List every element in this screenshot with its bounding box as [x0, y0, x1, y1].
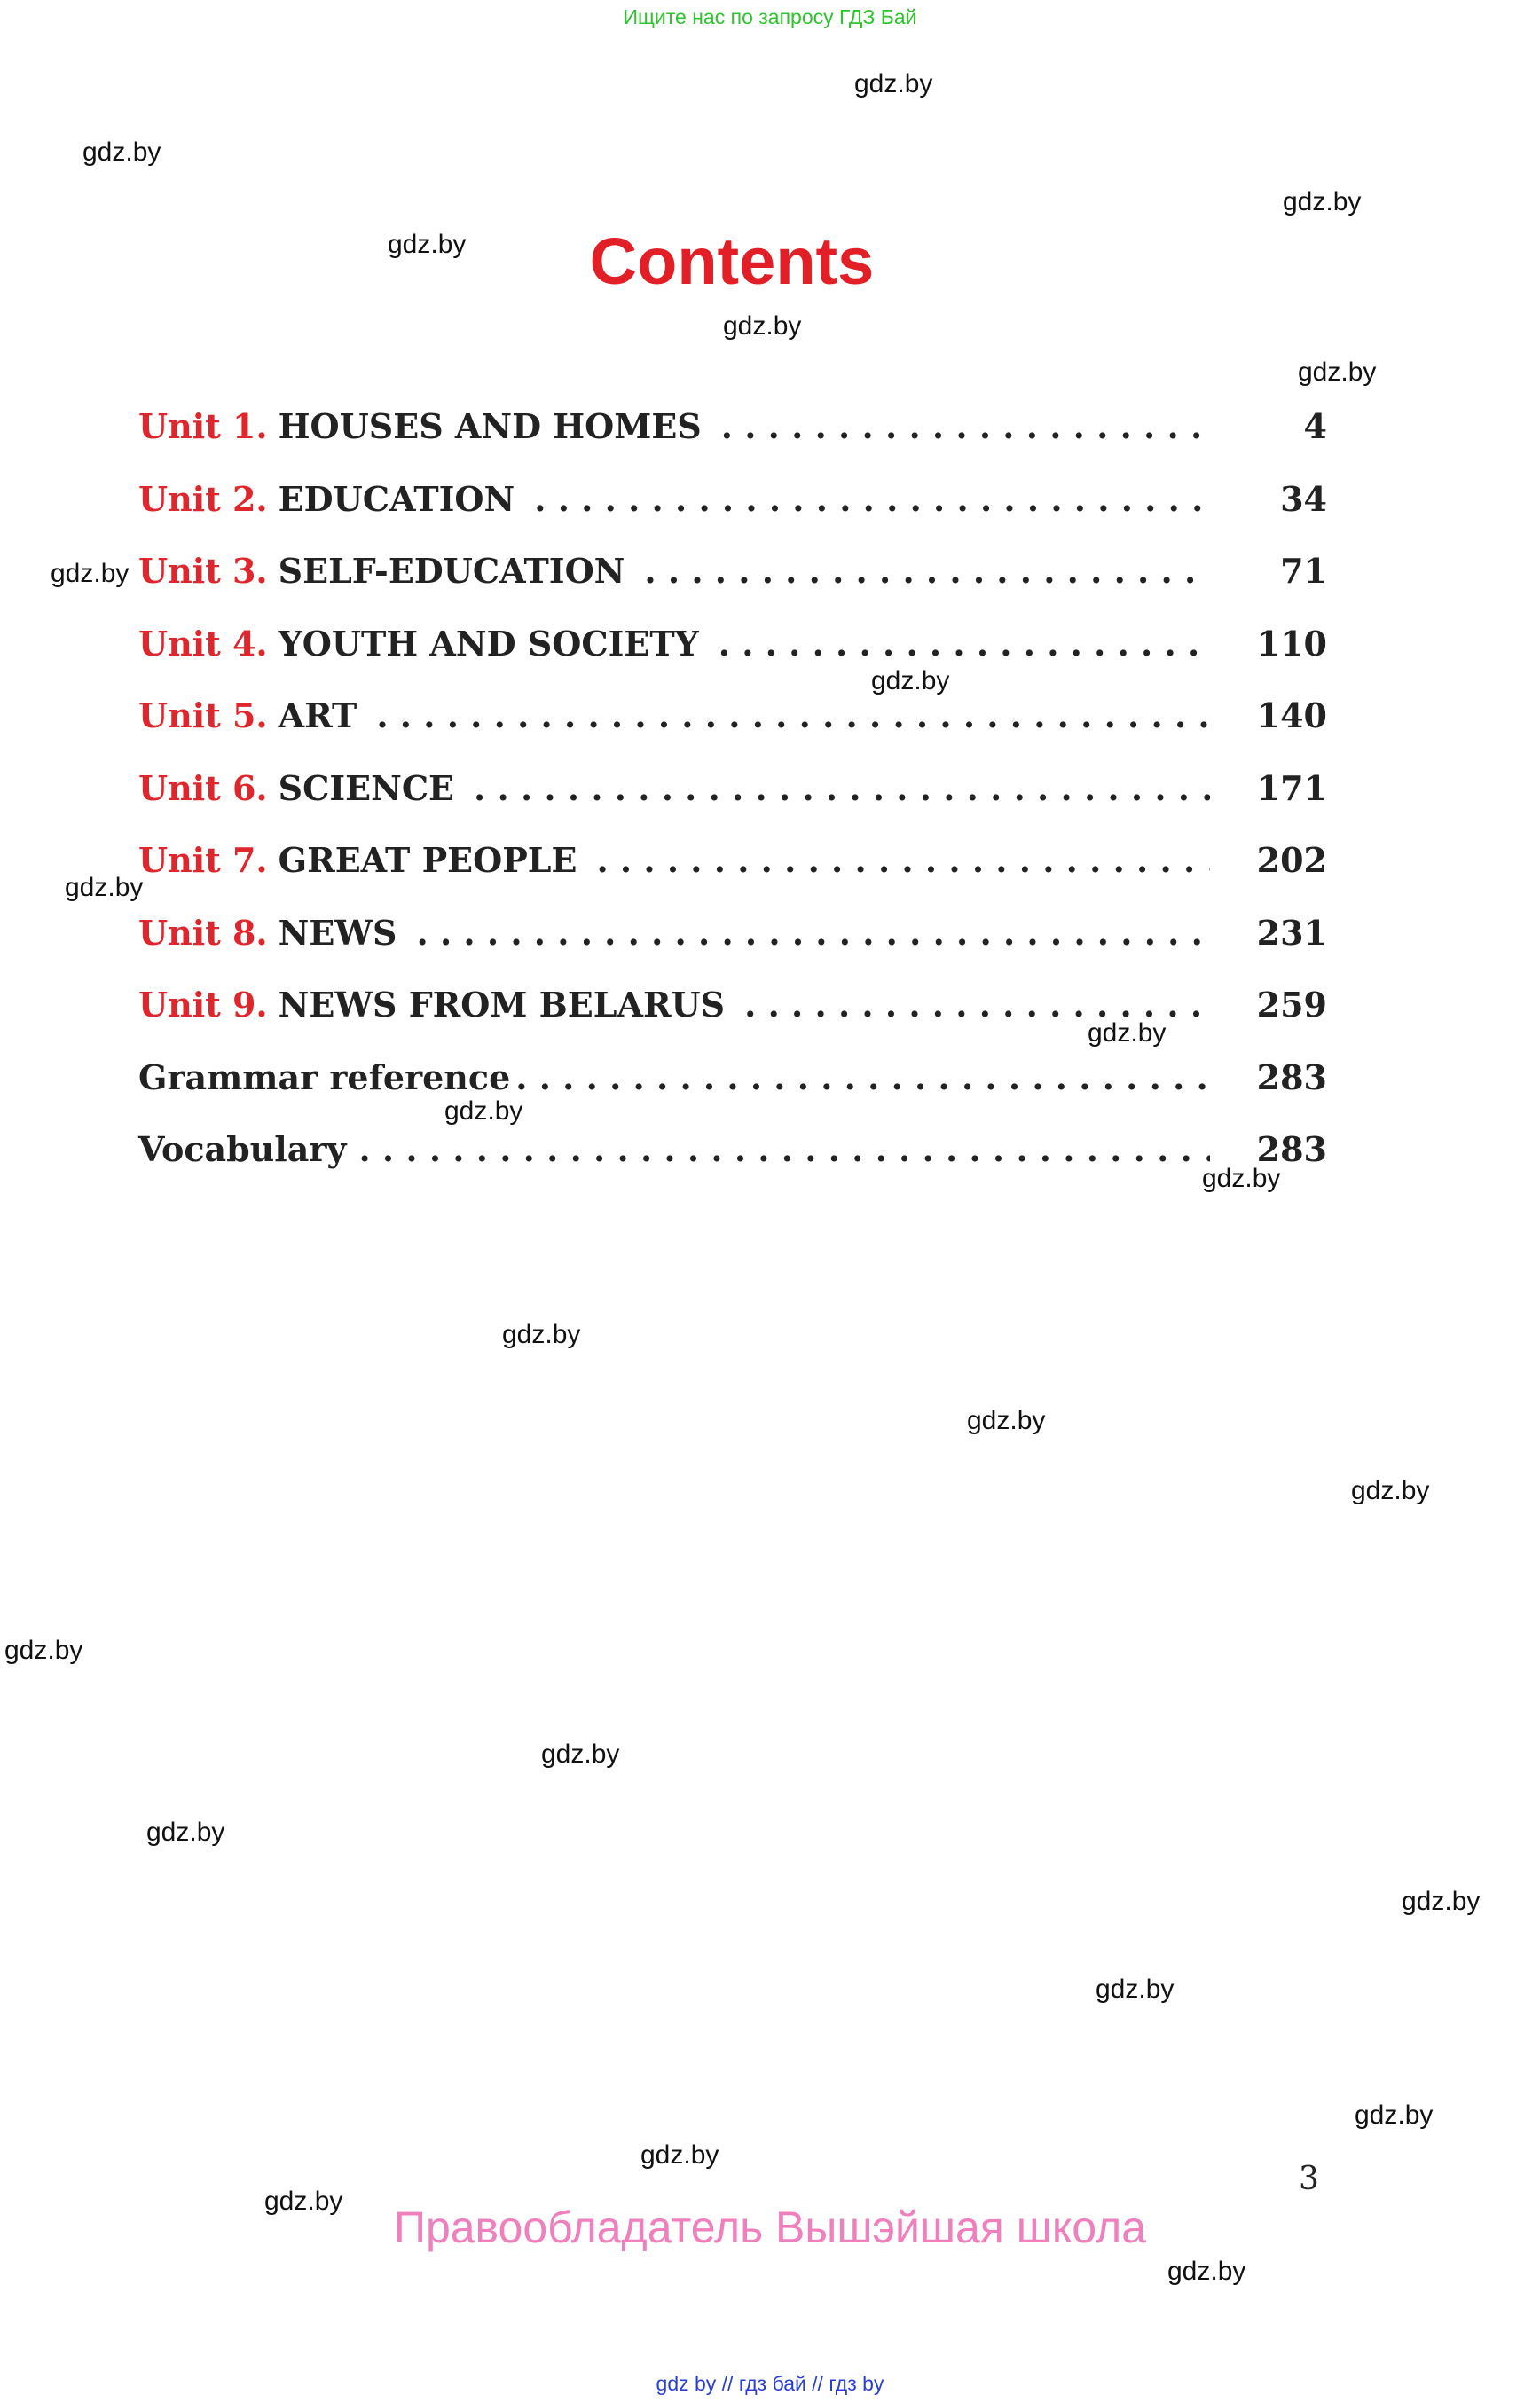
unit-number: Unit 8.	[138, 912, 268, 953]
unit-number: Unit 6.	[138, 767, 268, 808]
page-ref: 140	[1256, 695, 1327, 736]
watermark: gdz.by	[967, 1406, 1046, 1435]
copyright-notice: Правообладатель Вышэйшая школа	[394, 2203, 1146, 2252]
toc-row[interactable]	[138, 535, 1327, 608]
page-ref: 283	[1256, 1129, 1327, 1170]
toc-row[interactable]	[138, 1113, 1327, 1186]
toc-entry-title	[138, 479, 515, 519]
watermark: gdz.by	[1167, 2257, 1246, 2286]
footer-links[interactable]: gdz by // гдз бай // гдз by	[656, 2372, 884, 2395]
toc-entry-title	[138, 406, 702, 446]
watermark: gdz.by	[146, 1818, 225, 1847]
page-number: 3	[1299, 2161, 1319, 2197]
toc-row[interactable]	[138, 752, 1327, 825]
toc-row[interactable]	[138, 463, 1327, 536]
unit-title: NEWS FROM BELARUS	[278, 985, 726, 1025]
unit-title: HOUSES AND HOMES	[278, 406, 702, 447]
dot-leader	[721, 406, 1210, 446]
unit-number: Unit 2.	[138, 478, 268, 519]
toc-entry-title	[138, 551, 625, 591]
page-title: Contents	[589, 224, 875, 298]
toc-entry-title	[138, 1057, 510, 1097]
dot-leader	[474, 768, 1210, 808]
dot-leader	[596, 840, 1210, 880]
section-title: Vocabulary	[138, 1129, 347, 1170]
toc-entry-title	[138, 768, 454, 808]
toc-entry-title	[138, 913, 397, 953]
table-of-contents	[138, 390, 1327, 1186]
watermark: gdz.by	[502, 1320, 581, 1349]
dot-leader	[376, 695, 1210, 735]
unit-title: NEWS	[278, 912, 397, 953]
unit-number: Unit 1.	[138, 406, 268, 447]
watermark: gdz.by	[65, 873, 144, 902]
unit-number: Unit 3.	[138, 551, 268, 592]
section-title: Grammar reference	[138, 1056, 511, 1097]
unit-title: SELF-EDUCATION	[278, 551, 625, 592]
watermark: gdz.by	[444, 1096, 523, 1126]
watermark: gdz.by	[4, 1636, 83, 1665]
dot-leader	[644, 551, 1210, 591]
watermark: gdz.by	[1283, 187, 1362, 216]
watermark: gdz.by	[854, 69, 933, 98]
toc-row[interactable]	[138, 1041, 1327, 1114]
unit-title: YOUTH AND SOCIETY	[278, 623, 699, 664]
watermark: gdz.by	[264, 2187, 343, 2216]
watermark: gdz.by	[1096, 1975, 1175, 2004]
dot-leader	[515, 1057, 1210, 1097]
watermark: gdz.by	[871, 666, 950, 695]
toc-entry-title	[138, 1129, 346, 1169]
watermark: gdz.by	[640, 2140, 719, 2170]
toc-row[interactable]	[138, 390, 1327, 463]
page-ref: 202	[1256, 840, 1327, 881]
page-ref: 4	[1303, 406, 1327, 447]
watermark: gdz.by	[82, 137, 161, 167]
page-ref: 171	[1256, 767, 1327, 808]
watermark: gdz.by	[388, 230, 467, 259]
page-ref: 71	[1280, 551, 1327, 592]
toc-entry-title	[138, 985, 725, 1025]
dot-leader	[416, 913, 1210, 953]
toc-entry-title	[138, 624, 699, 664]
unit-number: Unit 9.	[138, 985, 268, 1025]
page-ref: 34	[1280, 478, 1327, 519]
dot-leader	[719, 624, 1210, 664]
toc-entry-title	[138, 840, 577, 880]
watermark: gdz.by	[723, 311, 802, 341]
unit-title: ART	[278, 695, 358, 736]
watermark: gdz.by	[541, 1739, 620, 1769]
watermark: gdz.by	[1402, 1887, 1481, 1916]
unit-title: SCIENCE	[278, 767, 455, 808]
toc-entry-title	[138, 695, 357, 735]
watermark: gdz.by	[1355, 2101, 1434, 2130]
unit-number: Unit 4.	[138, 623, 268, 664]
unit-title: EDUCATION	[278, 478, 515, 519]
watermark: gdz.by	[1351, 1476, 1430, 1505]
toc-row[interactable]	[138, 824, 1327, 897]
page-ref: 283	[1256, 1056, 1327, 1097]
watermark: gdz.by	[1202, 1164, 1281, 1193]
watermark: gdz.by	[1088, 1018, 1167, 1048]
unit-number: Unit 5.	[138, 695, 268, 736]
toc-row[interactable]	[138, 679, 1327, 752]
unit-title: GREAT PEOPLE	[278, 840, 578, 881]
page-ref: 259	[1256, 985, 1327, 1025]
unit-number: Unit 7.	[138, 840, 268, 881]
toc-row[interactable]	[138, 897, 1327, 970]
page-ref: 110	[1256, 623, 1327, 664]
watermark: gdz.by	[51, 559, 130, 588]
dot-leader	[358, 1129, 1210, 1169]
watermark: gdz.by	[1298, 357, 1377, 387]
top-banner: Ищите нас по запросу ГДЗ Бай	[623, 5, 917, 28]
page-ref: 231	[1256, 912, 1327, 953]
toc-row[interactable]	[138, 608, 1327, 680]
dot-leader	[534, 479, 1210, 519]
